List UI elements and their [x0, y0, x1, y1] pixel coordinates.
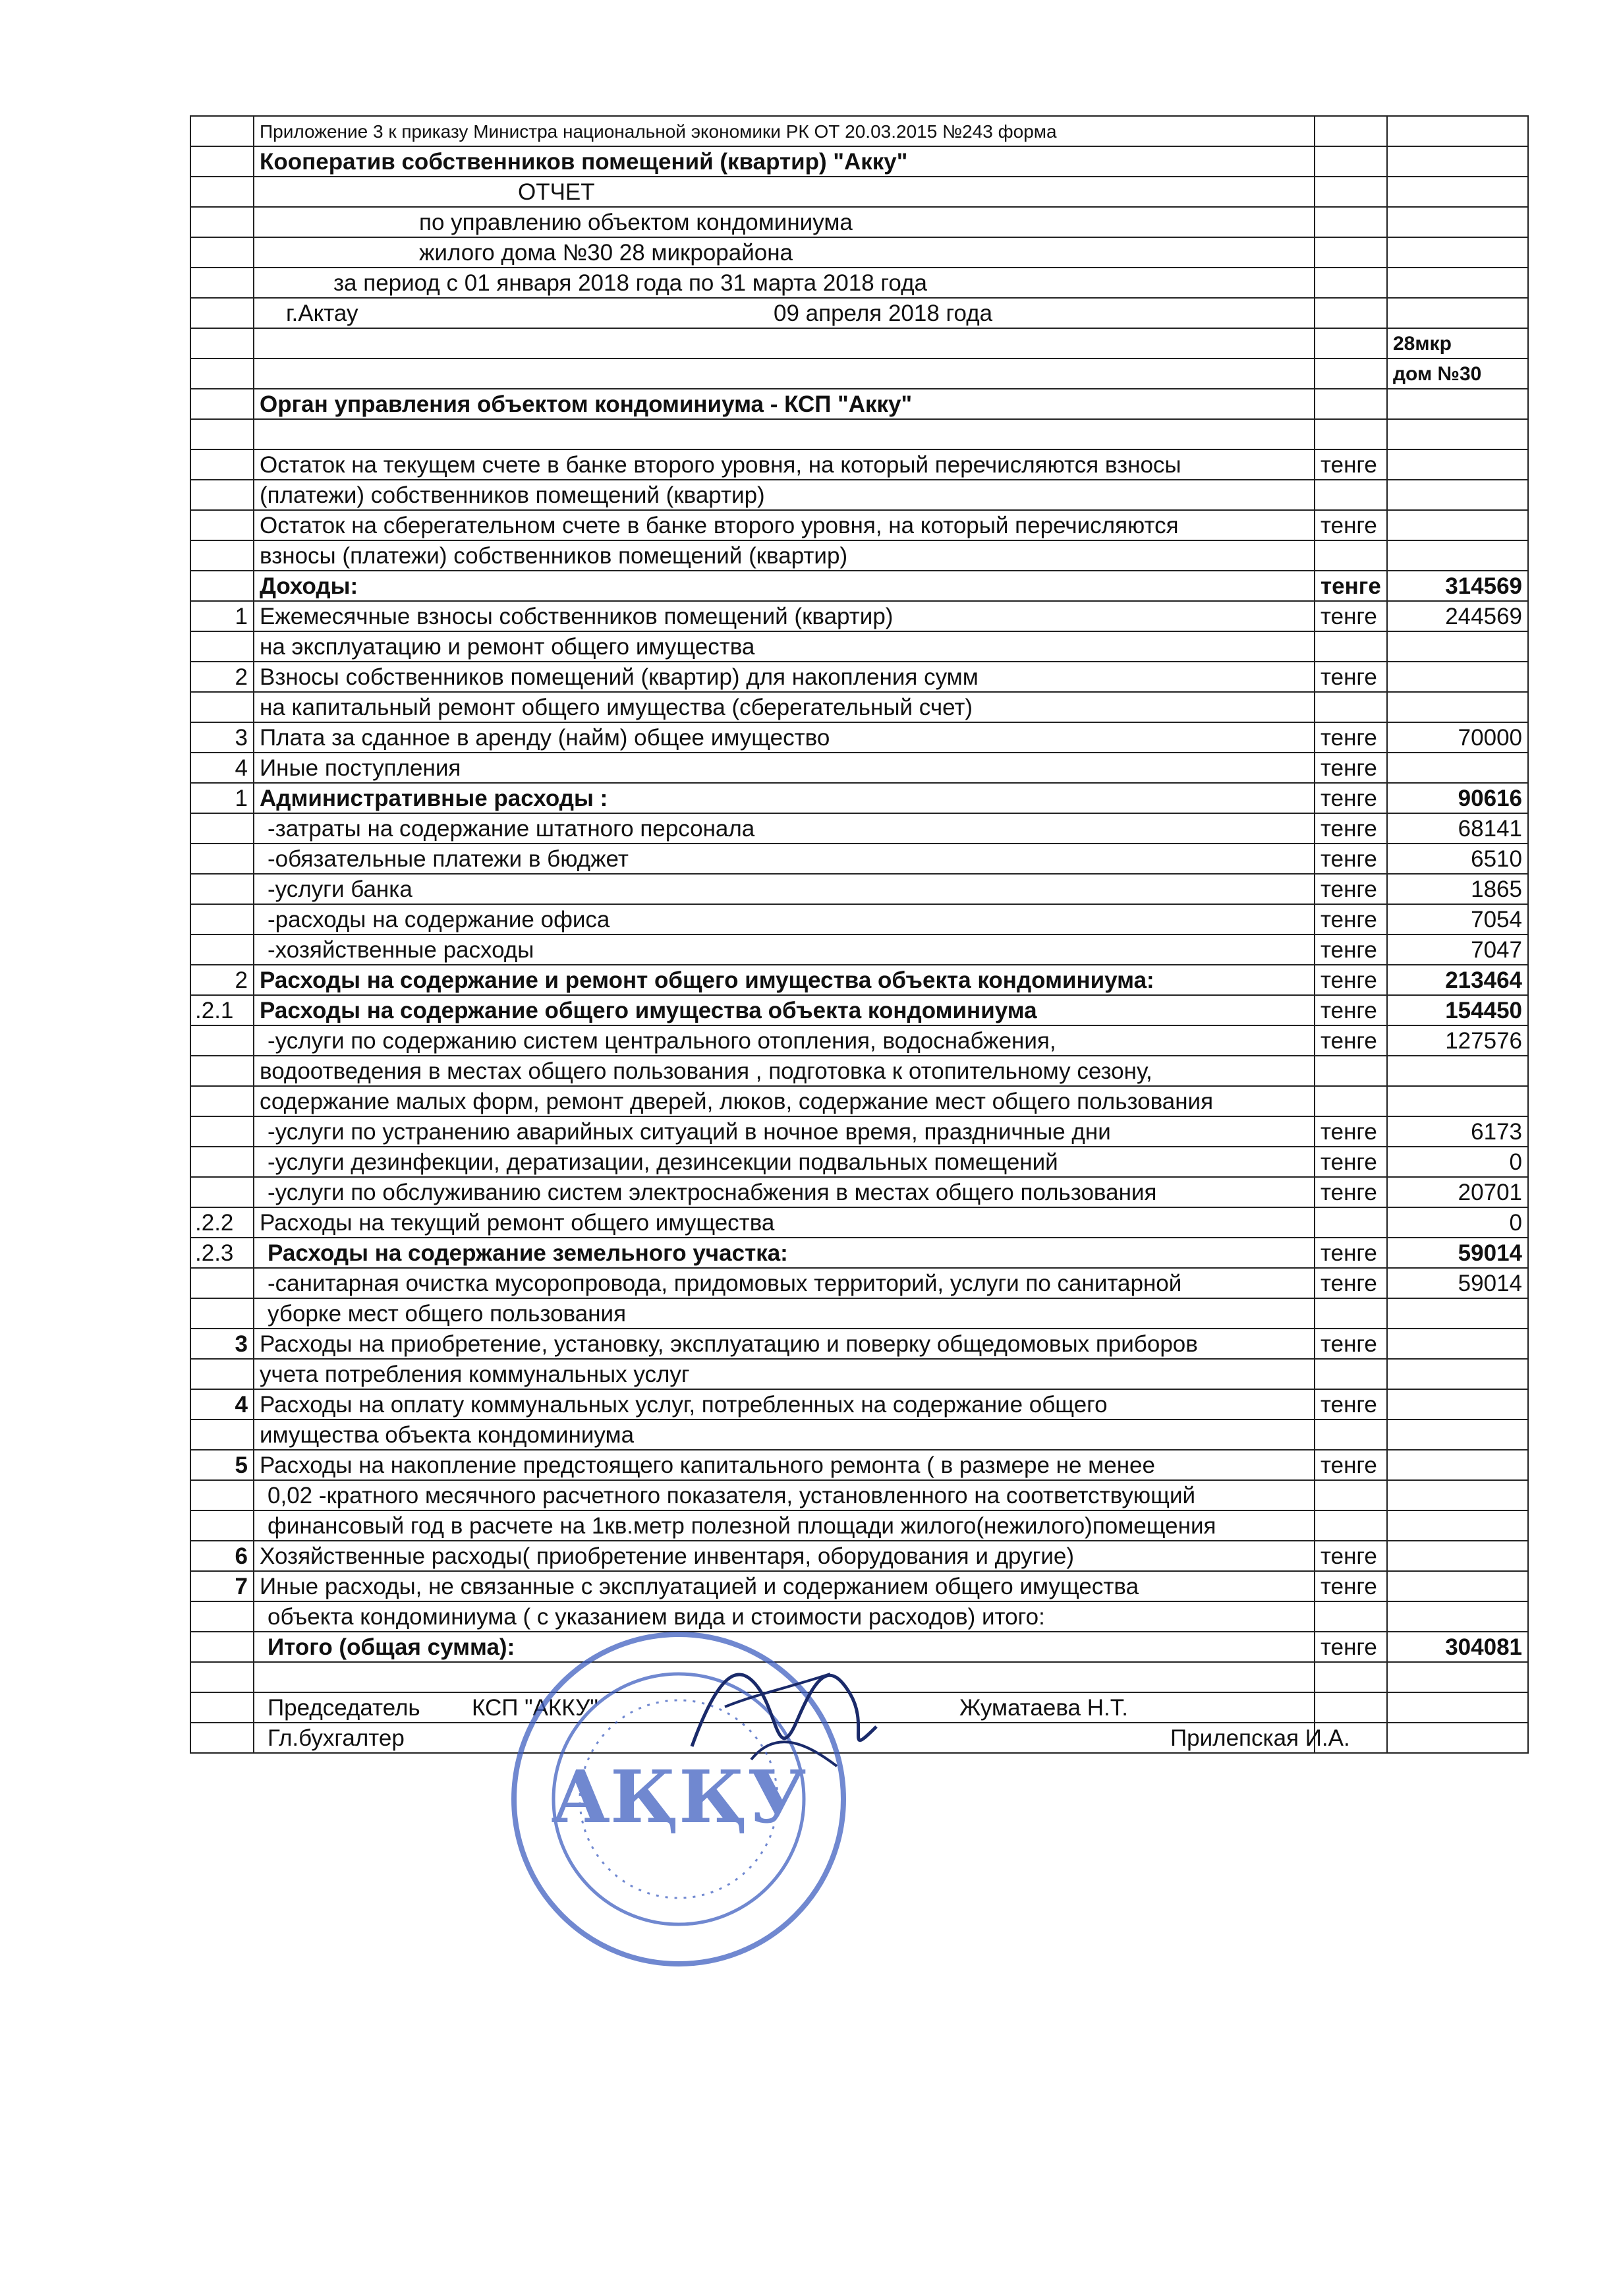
income-label: Доходы: — [254, 571, 1315, 601]
maint-common-label: Расходы на содержание общего имущества объекта кондоминиума — [254, 995, 1315, 1025]
unit-cell: тенге — [1315, 1450, 1387, 1480]
admin-total: 90616 — [1387, 783, 1528, 813]
seal-text: АҚҚУ — [551, 1754, 807, 1839]
income-item-value — [1387, 662, 1528, 692]
maint-common-total: 154450 — [1387, 995, 1528, 1025]
unit-cell: тенге — [1315, 1329, 1387, 1359]
coop-name: Кооператив собственников помещений (квартир) "Акку" — [254, 146, 1315, 177]
current-repair-value: 0 — [1387, 1207, 1528, 1238]
row-number: 4 — [190, 753, 254, 783]
report-table — [190, 115, 1529, 1754]
maint-item-label: -услуги по устранению аварийных ситуаций в ночное время, праздничные дни — [254, 1116, 1315, 1147]
admin-item-label: -затраты на содержание штатного персонала — [254, 813, 1315, 844]
unit-cell: тенге — [1315, 1025, 1387, 1056]
maint-total: 213464 — [1387, 965, 1528, 995]
unit-cell: тенге — [1315, 722, 1387, 753]
district-label: 28мкр — [1387, 328, 1528, 359]
balance-current-line1: Остаток на текущем счете в банке второго уровня, на который перечисляются взносы — [254, 449, 1315, 480]
row-number: .2.2 — [190, 1207, 254, 1238]
unit-cell: тенге — [1315, 601, 1387, 631]
unit-cell: тенге — [1315, 1571, 1387, 1601]
heating-services-cont: водоотведения в местах общего пользования , подготовка к отопительному сезону, — [254, 1056, 1315, 1086]
row-number: 1 — [190, 601, 254, 631]
unit-cell: тенге — [1315, 1147, 1387, 1177]
organ-label: Орган управления объектом кондоминиума - КСП "Акку" — [254, 389, 1315, 419]
unit-cell: тенге — [1315, 813, 1387, 844]
other-expense-label: Расходы на накопление предстоящего капитального ремонта ( в размере не менее — [254, 1450, 1315, 1480]
other-expense-label-cont: объекта кондоминиума ( с указанием вида и стоимости расходов) итого: — [254, 1601, 1315, 1632]
unit-cell: тенге — [1315, 449, 1387, 480]
chair-name: Жуматаева Н.Т. — [959, 1695, 1128, 1721]
unit-cell: тенге — [1315, 510, 1387, 540]
current-repair-label: Расходы на текущий ремонт общего имущества — [254, 1207, 1315, 1238]
unit-cell: тенге — [1315, 1116, 1387, 1147]
unit-cell: тенге — [1315, 934, 1387, 965]
unit-cell: тенге — [1315, 874, 1387, 904]
unit-cell: тенге — [1315, 1177, 1387, 1207]
unit-cell: тенге — [1315, 1632, 1387, 1662]
appendix-text: Приложение 3 к приказу Министра национальной экономики РК ОТ 20.03.2015 №243 форма — [254, 116, 1315, 146]
admin-item-value: 6510 — [1387, 844, 1528, 874]
report-subtitle: по управлению объектом кондоминиума — [254, 207, 1315, 237]
income-item-value: 70000 — [1387, 722, 1528, 753]
unit-cell: тенге — [1315, 965, 1387, 995]
land-plot-total: 59014 — [1387, 1238, 1528, 1268]
chair-position: Председатель — [268, 1695, 420, 1721]
income-item-label-cont: на эксплуатацию и ремонт общего имущества — [254, 631, 1315, 662]
unit-cell: тенге — [1315, 1238, 1387, 1268]
other-expense-label: Расходы на приобретение, установку, эксплуатацию и поверку общедомовых приборов — [254, 1329, 1315, 1359]
income-item-label: Взносы собственников помещений (квартир) для накопления сумм — [254, 662, 1315, 692]
report-subtitle-house: жилого дома №30 28 микрорайона — [254, 237, 1315, 268]
row-number: 2 — [190, 662, 254, 692]
house-label: дом №30 — [1387, 359, 1528, 389]
income-item-label: Ежемесячные взносы собственников помещений (квартир) — [254, 601, 1315, 631]
balance-savings-line2: взносы (платежи) собственников помещений (квартир) — [254, 540, 1315, 571]
heating-services-cont: содержание малых форм, ремонт дверей, люков, содержание мест общего пользования — [254, 1086, 1315, 1116]
report-date: 09 апреля 2018 года — [774, 301, 993, 326]
city-date-row — [254, 298, 1315, 328]
other-expense-label: Расходы на оплату коммунальных услуг, потребленных на содержание общего — [254, 1389, 1315, 1420]
grand-total-label: Итого (общая сумма): — [254, 1632, 1315, 1662]
row-number: 7 — [190, 1571, 254, 1601]
admin-item-label: -хозяйственные расходы — [254, 934, 1315, 965]
unit-cell: тенге — [1315, 844, 1387, 874]
admin-item-label: -обязательные платежи в бюджет — [254, 844, 1315, 874]
income-item-value: 244569 — [1387, 601, 1528, 631]
unit-cell: тенге — [1315, 1389, 1387, 1420]
other-expense-label-cont: финансовый год в расчете на 1кв.метр полезной площади жилого(нежилого)помещения — [254, 1510, 1315, 1541]
balance-savings-line1: Остаток на сберегательном счете в банке второго уровня, на который перечисляются — [254, 510, 1315, 540]
accountant-name: Прилепская И.А. — [1170, 1725, 1350, 1751]
other-expense-label: Иные расходы, не связанные с эксплуатацией и содержанием общего имущества — [254, 1571, 1315, 1601]
chair-org: КСП "АККУ" — [472, 1695, 598, 1721]
report-city: г.Актау — [286, 301, 358, 326]
admin-item-value: 68141 — [1387, 813, 1528, 844]
accountant-position: Гл.бухгалтер — [268, 1725, 405, 1751]
row-number: .2.1 — [190, 995, 254, 1025]
admin-label: Административные расходы : — [254, 783, 1315, 813]
maint-item-label: -услуги по обслуживанию систем электроснабжения в местах общего пользования — [254, 1177, 1315, 1207]
admin-item-value: 7047 — [1387, 934, 1528, 965]
unit-cell: тенге — [1315, 904, 1387, 934]
report-title: ОТЧЕТ — [254, 177, 1315, 207]
unit-cell: тенге — [1315, 783, 1387, 813]
other-expense-label-cont: 0,02 -кратного месячного расчетного показателя, установленного на соответствующий — [254, 1480, 1315, 1510]
row-number: 5 — [190, 1450, 254, 1480]
income-total: 314569 — [1387, 571, 1528, 601]
sanitary-label: -санитарная очистка мусоропровода, придомовых территорий, услуги по санитарной — [254, 1268, 1315, 1298]
income-item-label: Плата за сданное в аренду (найм) общее имущество — [254, 722, 1315, 753]
unit-cell: тенге — [1315, 1268, 1387, 1298]
admin-item-value: 7054 — [1387, 904, 1528, 934]
unit-cell: тенге — [1315, 1541, 1387, 1571]
sanitary-label-cont: уборке мест общего пользования — [254, 1298, 1315, 1329]
heating-services-label: -услуги по содержанию систем центрального отопления, водоснабжения, — [254, 1025, 1315, 1056]
other-expense-label: Хозяйственные расходы( приобретение инвентаря, оборудования и другие) — [254, 1541, 1315, 1571]
row-number: 3 — [190, 1329, 254, 1359]
row-number: 2 — [190, 965, 254, 995]
admin-item-value: 1865 — [1387, 874, 1528, 904]
unit-cell: тенге — [1315, 571, 1387, 601]
sanitary-value: 59014 — [1387, 1268, 1528, 1298]
report-period: за период с 01 января 2018 года по 31 марта 2018 года — [254, 268, 1315, 298]
unit-cell: тенге — [1315, 753, 1387, 783]
admin-item-label: -расходы на содержание офиса — [254, 904, 1315, 934]
maint-item-value: 20701 — [1387, 1177, 1528, 1207]
other-expense-label-cont: имущества объекта кондоминиума — [254, 1420, 1315, 1450]
unit-cell: тенге — [1315, 995, 1387, 1025]
other-expense-label-cont: учета потребления коммунальных услуг — [254, 1359, 1315, 1389]
row-number: 4 — [190, 1389, 254, 1420]
balance-current-line2: (платежи) собственников помещений (квартир) — [254, 480, 1315, 510]
row-number: .2.3 — [190, 1238, 254, 1268]
row-number: 6 — [190, 1541, 254, 1571]
row-number: 1 — [190, 783, 254, 813]
income-item-value — [1387, 753, 1528, 783]
heating-services-value: 127576 — [1387, 1025, 1528, 1056]
maint-item-value: 0 — [1387, 1147, 1528, 1177]
income-item-label: Иные поступления — [254, 753, 1315, 783]
maint-item-label: -услуги дезинфекции, дератизации, дезинсекции подвальных помещений — [254, 1147, 1315, 1177]
chair-signature-row — [254, 1692, 1315, 1723]
land-plot-label: Расходы на содержание земельного участка: — [254, 1238, 1315, 1268]
maint-label: Расходы на содержание и ремонт общего имущества объекта кондоминиума: — [254, 965, 1315, 995]
income-item-label-cont: на капитальный ремонт общего имущества (сберегательный счет) — [254, 692, 1315, 722]
unit-cell: тенге — [1315, 662, 1387, 692]
grand-total-value: 304081 — [1387, 1632, 1528, 1662]
maint-item-value: 6173 — [1387, 1116, 1528, 1147]
admin-item-label: -услуги банка — [254, 874, 1315, 904]
accountant-signature-row — [254, 1723, 1350, 1753]
row-number: 3 — [190, 722, 254, 753]
